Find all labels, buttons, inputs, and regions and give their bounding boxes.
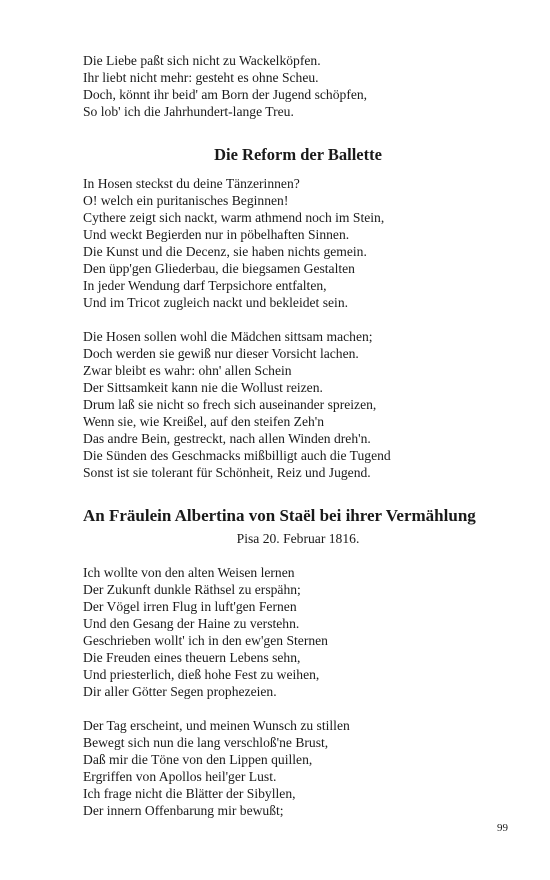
verse-line: Dir aller Götter Segen prophezeien. <box>83 684 277 699</box>
verse-line: Und priesterlich, dieß hohe Fest zu weihen, <box>83 667 320 682</box>
stanza-gap <box>83 700 513 717</box>
verse-line: Drum laß sie nicht so frech sich auseinander spreizen, <box>83 397 377 412</box>
page-number: 99 <box>497 822 508 834</box>
poem2-stanza-1 <box>83 564 513 700</box>
verse-line: Daß mir die Töne von den Lippen quillen, <box>83 752 313 767</box>
dateline: Pisa 20. Februar 1816. <box>236 531 360 546</box>
verse-line: Und weckt Begierden nur in pöbelhaften Sinnen. <box>83 227 350 242</box>
poem2-stanza-2 <box>83 717 513 819</box>
verse-line: Das andre Bein, gestreckt, nach allen Winden dreh'n. <box>83 431 371 446</box>
verse-line: Und im Tricot zugleich nackt und bekleidet sein. <box>83 295 349 310</box>
verse-line: Geschrieben wollt' ich in den ew'gen Sternen <box>83 633 328 648</box>
verse-line: Sonst ist sie tolerant für Schönheit, Reiz und Jugend. <box>83 465 371 480</box>
verse-line: Ich frage nicht die Blätter der Sibyllen, <box>83 786 296 801</box>
verse-line: Der Vögel irren Flug in luft'gen Fernen <box>83 599 297 614</box>
verse-line: O! welch ein puritanisches Beginnen! <box>83 193 289 208</box>
verse-line: Der Sittsamkeit kann nie die Wollust reizen. <box>83 380 323 395</box>
verse-line: Und den Gesang der Haine zu verstehn. <box>83 616 300 631</box>
poem1-stanza-2 <box>83 328 513 481</box>
verse-line: Doch werden sie gewiß nur dieser Vorsicht lachen. <box>83 346 359 361</box>
verse-line: Der Tag erscheint, und meinen Wunsch zu stillen <box>83 718 350 733</box>
verse-line: In jeder Wendung darf Terpsichore entfalten, <box>83 278 327 293</box>
verse-line: Wenn sie, wie Kreißel, auf den steifen Zeh'n <box>83 414 325 429</box>
verse-line: Den üpp'gen Gliederbau, die biegsamen Gestalten <box>83 261 355 276</box>
verse-line: Ich wollte von den alten Weisen lernen <box>83 565 295 580</box>
verse-line: In Hosen steckst du deine Tänzerinnen? <box>83 176 300 191</box>
poem1-stanza-1 <box>83 175 513 311</box>
verse-line: Die Freuden eines theuern Lebens sehn, <box>83 650 301 665</box>
stanza-gap <box>83 311 513 328</box>
verse-line: Der Zukunft dunkle Räthsel zu erspähn; <box>83 582 301 597</box>
verse-line: Der innern Offenbarung mir bewußt; <box>83 803 284 818</box>
intro-stanza <box>83 52 513 120</box>
verse-line: Die Sünden des Geschmacks mißbilligt auch die Tugend <box>83 448 391 463</box>
verse-line: Die Liebe paßt sich nicht zu Wackelköpfen. <box>83 53 321 68</box>
poem-title: An Fräulein Albertina von Staël bei ihrer Vermählung <box>83 506 476 525</box>
verse-line: Doch, könnt ihr beid' am Born der Jugend schöpfen, <box>83 87 368 102</box>
page-content <box>83 52 513 819</box>
verse-line: Die Hosen sollen wohl die Mädchen sittsam machen; <box>83 329 373 344</box>
verse-line: Zwar bleibt es wahr: ohn' allen Schein <box>83 363 292 378</box>
verse-line: Cythere zeigt sich nackt, warm athmend noch im Stein, <box>83 210 385 225</box>
verse-line: Ihr liebt nicht mehr: gesteht es ohne Scheu. <box>83 70 319 85</box>
verse-line: So lob' ich die Jahrhundert-lange Treu. <box>83 104 294 119</box>
verse-line: Bewegt sich nun die lang verschloß'ne Brust, <box>83 735 329 750</box>
poem-title: Die Reform der Ballette <box>214 145 382 164</box>
verse-line: Ergriffen von Apollos heil'ger Lust. <box>83 769 277 784</box>
verse-line: Die Kunst und die Decenz, sie haben nichts gemein. <box>83 244 367 259</box>
